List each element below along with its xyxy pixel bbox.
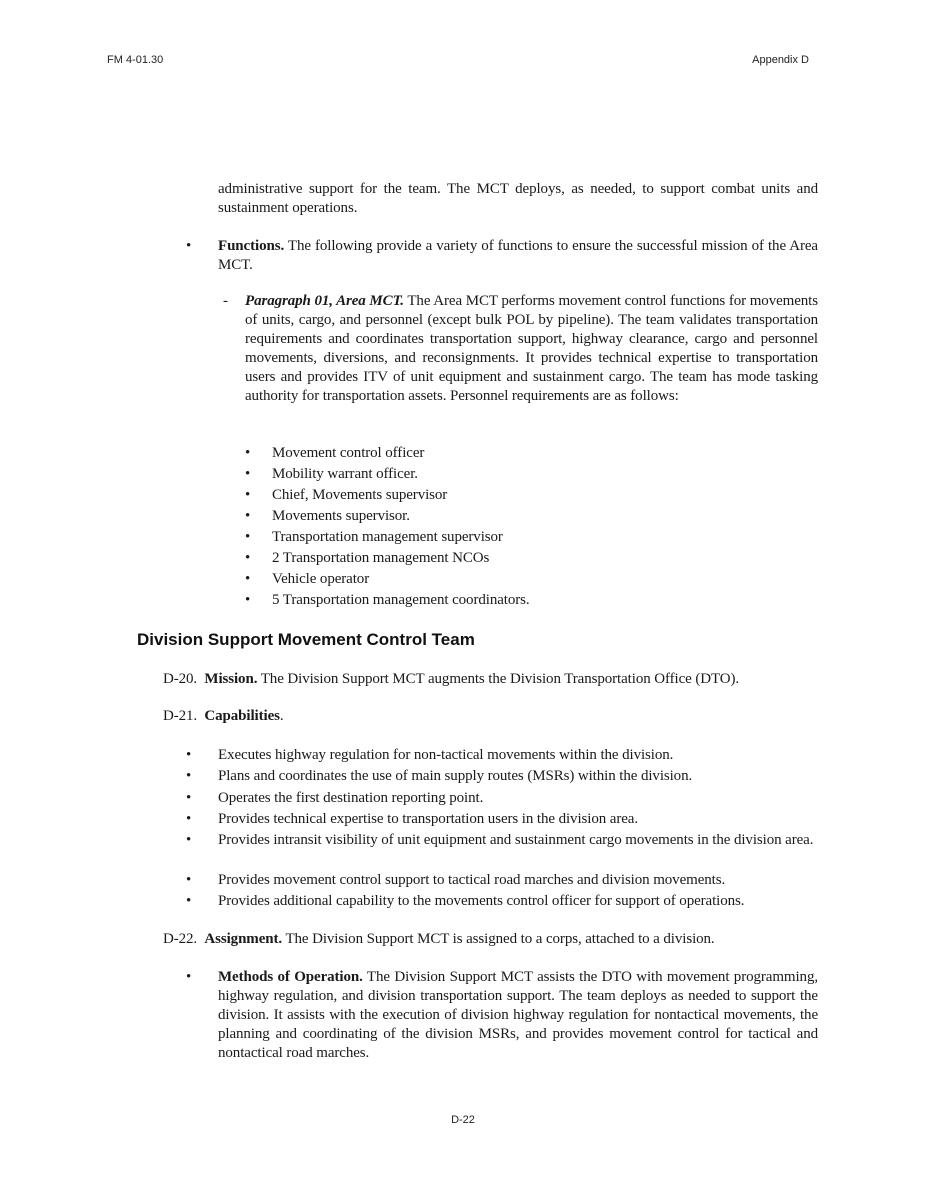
list-item: Operates the first destination reporting point. xyxy=(218,790,484,806)
list-item-text: 2 Transportation management NCOs xyxy=(272,550,490,566)
paragraph-d22 xyxy=(163,930,823,949)
list-item-text: Movements supervisor. xyxy=(272,508,410,524)
bullet-icon: • xyxy=(186,832,192,848)
paragraph-number: D-22. xyxy=(163,931,198,947)
list-item: Provides technical expertise to transportation users in the division area. xyxy=(218,811,638,827)
header-appendix: Appendix D xyxy=(752,54,809,66)
bullet-icon: • xyxy=(186,747,192,763)
methods-text: The Division Support MCT assists the DTO with movement programming, highway regulation, and division transportation support. The team deploys as needed to support the division. It assists with the execution of division highway regulation for nontactical movements, the planning and coordinating of the division MSRs, and provides movement control for tactical and nontactical road marches. xyxy=(218,969,818,1061)
list-item xyxy=(245,528,772,549)
bullet-icon: • xyxy=(245,592,251,608)
paragraph01-text: The Area MCT performs movement control functions for movements of units, cargo, and personnel (except bulk POL by pipeline). The team validates transportation requirements and coordinates transportation support, highway clearance, cargo and personnel movements, diversions, and reconsignments. It provides technical expertise to transportation users and provides ITV of unit equipment and sustainment cargo. The team has mode tasking authority for transportation assets. Personnel requirements are as follows: xyxy=(245,293,818,404)
d21-label: Capabilities xyxy=(204,708,280,724)
d22-label: Assignment. xyxy=(204,931,283,947)
dash-marker: - xyxy=(223,293,228,309)
list-item xyxy=(245,591,772,612)
bullet-icon: • xyxy=(186,768,192,784)
list-item-text: Mobility warrant officer. xyxy=(272,466,418,482)
methods-paragraph xyxy=(218,968,818,1063)
bullet-icon: • xyxy=(245,550,251,566)
paragraph01-label: Paragraph 01, Area MCT. xyxy=(245,293,404,309)
bullet-icon: • xyxy=(186,969,192,985)
bullet-icon: • xyxy=(186,811,192,827)
bullet-icon: • xyxy=(186,790,192,806)
d20-label: Mission. xyxy=(204,671,258,687)
functions-paragraph xyxy=(218,237,818,275)
paragraph-d20 xyxy=(163,670,823,689)
list-item: Executes highway regulation for non-tactical movements within the division. xyxy=(218,747,674,763)
list-item-text: Movement control officer xyxy=(272,445,425,461)
bullet-icon: • xyxy=(245,529,251,545)
paragraph01 xyxy=(245,292,818,406)
functions-label: Functions. xyxy=(218,238,285,254)
methods-label: Methods of Operation. xyxy=(218,969,363,985)
list-item: Provides intransit visibility of unit equipment and sustainment cargo movements in the division area. xyxy=(218,832,814,848)
page-number: D-22 xyxy=(451,1114,475,1126)
functions-text: The following provide a variety of functions to ensure the successful mission of the Area MCT. xyxy=(218,238,818,273)
bullet-icon: • xyxy=(245,487,251,503)
section-title: Division Support Movement Control Team xyxy=(137,630,475,649)
list-item xyxy=(245,549,772,570)
list-item: Plans and coordinates the use of main supply routes (MSRs) within the division. xyxy=(218,768,693,784)
header-doc-id: FM 4-01.30 xyxy=(107,54,164,66)
bullet-icon: • xyxy=(186,893,192,909)
bullet-icon: • xyxy=(245,466,251,482)
d20-text: The Division Support MCT augments the Division Transportation Office (DTO). xyxy=(257,671,740,687)
list-item xyxy=(245,507,772,528)
list-item-text: Vehicle operator xyxy=(272,571,370,587)
intro-paragraph: administrative support for the team. The MCT deploys, as needed, to support combat units and sustainment operations. xyxy=(218,181,818,216)
list-item-text: 5 Transportation management coordinators. xyxy=(272,592,530,608)
bullet-icon: • xyxy=(186,238,192,254)
bullet-icon: • xyxy=(245,445,251,461)
list-item-text: Transportation management supervisor xyxy=(272,529,503,545)
d21-text: . xyxy=(279,708,284,724)
d22-text: The Division Support MCT is assigned to a corps, attached to a division. xyxy=(282,931,715,947)
list-item: Provides additional capability to the movements control officer for support of operations. xyxy=(218,893,745,909)
paragraph-number: D-21. xyxy=(163,708,198,724)
list-item xyxy=(245,465,772,486)
list-item xyxy=(245,444,772,465)
bullet-icon: • xyxy=(245,508,251,524)
list-item xyxy=(245,570,772,591)
list-item xyxy=(245,486,772,507)
paragraph-number: D-20. xyxy=(163,671,198,687)
personnel-list xyxy=(245,444,772,612)
bullet-icon: • xyxy=(186,872,192,888)
paragraph-d21 xyxy=(163,707,823,726)
bullet-icon: • xyxy=(245,571,251,587)
list-item: Provides movement control support to tactical road marches and division movements. xyxy=(218,872,726,888)
list-item-text: Chief, Movements supervisor xyxy=(272,487,448,503)
